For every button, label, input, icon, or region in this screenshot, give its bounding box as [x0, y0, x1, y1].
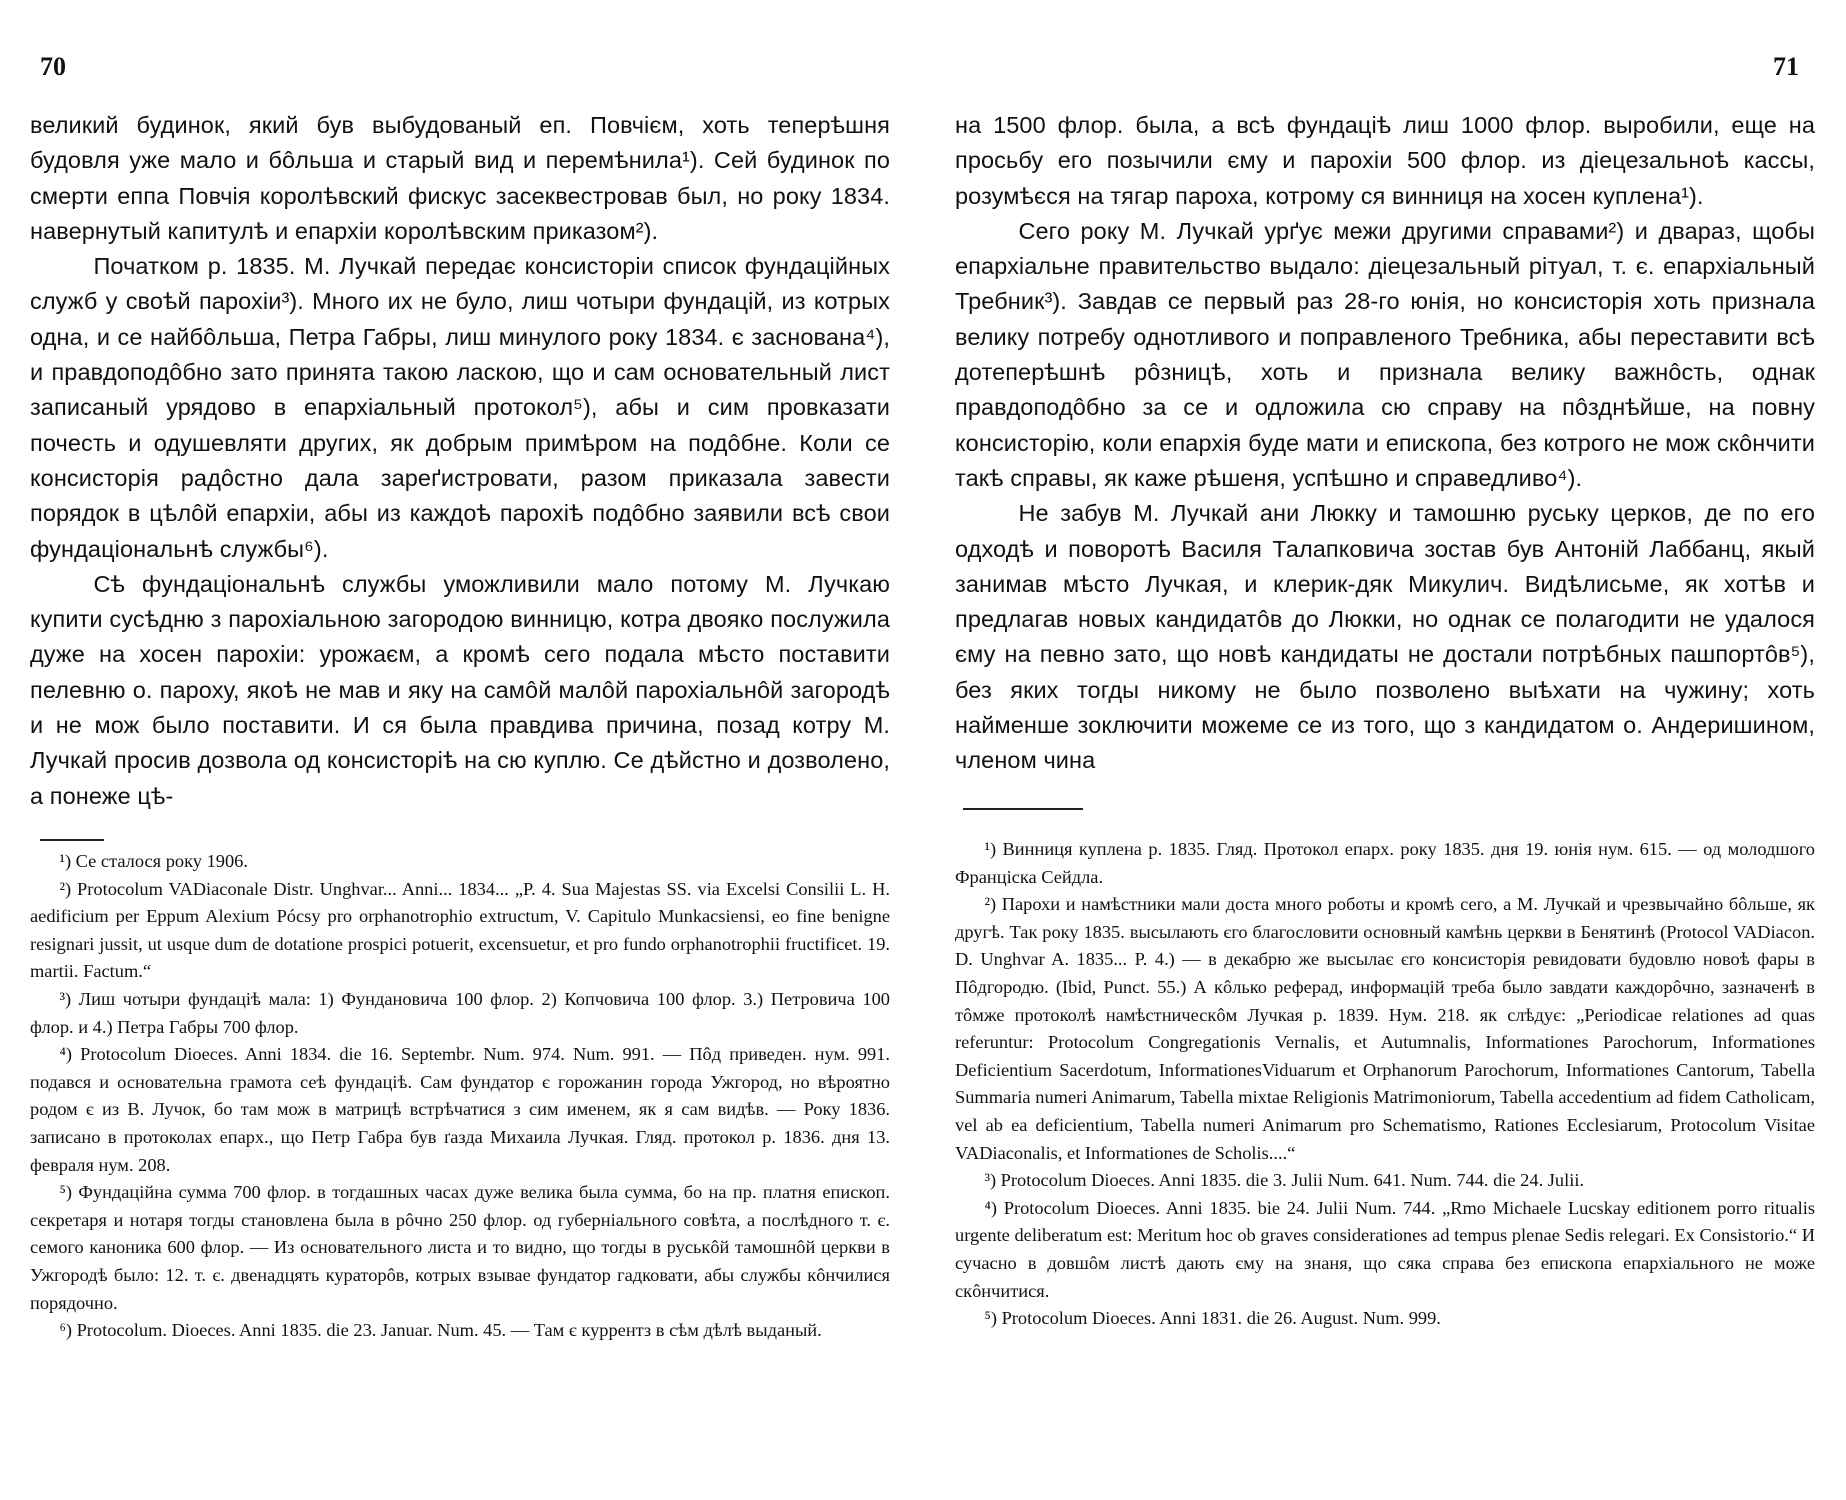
footnote: ¹) Винниця куплена р. 1835. Гляд. Протокол епарх. року 1835. дня 19. юнiя нум. 615. — од молодшого Францiска Сейдла. [955, 839, 1815, 887]
footnote: ⁴) Protocolum Dioeces. Anni 1834. die 16. Septembr. Num. 974. Num. 991. — Пôд приведен. нум. 991. подався и основательна грамота сеѣ фундацiѣ. Сам фундатор є горожанин города Ужгород, но вѣроятно родом є из В. Лучок, бо там мож в матрицѣ встрѣчатися з сим именем, як я сам видѣв. — Року 1836. записано в протоколах епарх., що Петр Габра був ґазда Михаила Лучкая. Гляд. протокол р. 1836. дня 13. февраля нум. 208. [30, 1044, 890, 1175]
page-number: 70 [40, 52, 66, 81]
paragraph: на 1500 флор. была, а всѣ фундацiѣ лиш 1000 флор. выробили, еще на просьбу его позычили єму и парохiи 500 флор. из дiецезальноѣ кассы, розумѣєся на тягар пароха, котрому ся винниця на хосен куплена¹). [955, 112, 1815, 209]
left-page [30, 0, 890, 1500]
footnote: ²) Парохи и намѣстники мали доста много роботы и кромѣ сего, а М. Лучкай и чрезвычайно бôльше, як другѣ. Так року 1835. высылають єго благословити основный камѣнь церкви в Бенятинѣ (Protocol VADiacon. D. Unghvar A. 1835... P. 4.) — в декабрю же высылає єго консисторiя ревидовати будовлю новоѣ фары в Пôдгородю. (Ibid, Punct. 55.) А кôлько реферад, информацiй треба было завдати каждорôчно, зазначенѣ в тôмже протоколѣ намѣстническôм Лучкая р. 1839. Нум. 218. як слѣдує: „Periodicae relationes ad quas referuntur: Protocolum Congregationis Vernalis, et Autumnalis, Informationes Parochorum, Informationes Deficientium Sacerdotum, InformationesViduarum et Orphanorum Parochorum, Informationes Cantorum, Tabella Summaria numeri Animarum, Tabella mixtae Religionis Matrimoniorum, Tabella accedentium ad fidem Catholicam, vel ab ea deficientium, Tabella numeri Animarum pro Schematismo, Rationes Ecclesiarum, Protocolum Visitae VADiaconalis, et Informationes de Scholis....“ [955, 894, 1815, 1163]
footnote-divider [963, 808, 1083, 810]
right-page [955, 0, 1815, 1500]
page-number: 71 [1773, 52, 1799, 81]
footnote: ⁵) Фундацiйна сумма 700 флор. в тогдашных часах дуже велика была сумма, бо на пр. платня епископ. секретаря и нотаря тогды становлена была в рôчно 250 флор. од губернiального совѣта, а послѣдного т. є. семого каноника 600 флор. — Из основательного листа и то видно, що тогды в руськôй тамошнôй церкви в Ужгородѣ было: 12. т. є. двенадцять кураторôв, котрых взывае фундатор гадковати, абы службы кôнчилися порядочно. [30, 1182, 890, 1313]
footnote: ²) Protocolum VADiaconale Distr. Unghvar... Anni... 1834... „P. 4. Sua Majestas SS. via Excelsi Consilii L. H. aedificium per Eppum Alexium Pócsy pro orphanotrophio extructum, V. Capitulo Munkacsiensi, eo fine benigne resignari jussit, ut usque dum de dotatione prospici potuerit, excensuetur, et pro fundo orphanotrophii fructificet. 19. martii. Factum.“ [30, 878, 890, 982]
main-text [955, 108, 1815, 779]
footnote: ³) Лиш чотыри фундацiѣ мала: 1) Фундановича 100 флор. 2) Копчовича 100 флор. 3.) Петровича 100 флор. и 4.) Петра Габры 700 флор. [30, 988, 890, 1037]
footnote-divider [40, 839, 104, 841]
paragraph: Не забув М. Лучкай ани Люкку и тамошню руську церков, де по его одходѣ и поворотѣ Василя Талапковича зостав був Антонiй Лаббанц, якый занимав мѣсто Лучкая, и клерик-дяк Микулич. Видѣлисьме, як хотѣв и предлагав новых кандидатôв до Люкки, но однак се полагодити не удалося єму на певно зато, що новѣ кандидаты не достали потрѣбных пашпортôв⁵), без яких тогды никому не было позволено выѣхати на чужину; хоть найменше зоключити можеме се из того, що з кандидатом о. Андеришином, членом чина [955, 500, 1815, 774]
footnotes [30, 848, 890, 1345]
paragraph: великий будинок, який був выбудованый еп. Повчiєм, хоть теперѣшня будовля уже мало и бôльша и старый вид и перемѣнила¹). Сей будинок по смерти еппа Повчiя королѣвский фискус засеквестровав был, но року 1834. навернутый капитулѣ и епархiи королѣвским приказом²). [30, 112, 890, 244]
footnote: ⁶) Protocolum. Dioeces. Anni 1835. die 23. Januar. Num. 45. — Там є куррентз в сѣм дѣлѣ выданый. [59, 1320, 822, 1341]
footnote: ⁴) Protocolum Dioeces. Anni 1835. bie 24. Julii Num. 744. „Rmo Michaele Lucskay editionem porro ritualis urgente deliberatum est: Meritum hoc ob graves considerationes ad tempus plenae Sedis relegari. Ex Consistorio.“ И сучасно в довшôм листѣ дають єму на знаня, що сяка справа без епископа епархiального не може скôнчитися. [955, 1197, 1815, 1301]
footnotes [955, 836, 1815, 1333]
paragraph: Початком р. 1835. М. Лучкай передає консисторiи список фундацiйных служб у своѣй парохiи³). Много их не було, лиш чотыри фундацiй, из котрых одна, и се найбôльша, Петра Габры, лиш минулого року 1834. є заснована⁴), и правдоподôбно зато принята такою ласкою, що и сам основательный лист записаный урядово в епархiальный протокол⁵), абы и сим провказати почесть и одушевляти других, як добрым примѣром на подôбне. Коли се консисторiя радôстно дала зареґистровати, разом приказала завести порядок в цѣлôй епархiи, абы из каждоѣ парохiѣ подôбно заявили всѣ свои фундацiональнѣ службы⁶). [30, 253, 890, 562]
paragraph: Сего року М. Лучкай урґує межи другими справами²) и дварaз, щобы епархiальне правительство выдало: дiецезальный рiтуал, т. є. епархiальный Требник³). Завдав се первый раз 28-го юнiя, но консисторiя хоть признала велику потребу однотливого и поправленого Требника, абы переставити всѣ дотеперѣшнѣ рôзницѣ, хоть и признала велику важнôсть, однак правдоподôбно за се и одложила сю справу на пôзднѣйше, на повну консисторiю, коли епархiя буде мати и епископа, без котрого не мож скôнчити такѣ справы, як каже рѣшеня, успѣшно и справедливо⁴). [955, 217, 1815, 491]
paragraph: Сѣ фундацiональнѣ службы уможливили мало потому М. Лучкаю купити сусѣдню з парохiальною загородою винницю, котра двояко послужила дуже на хосен парохiи: урожаєм, а кромѣ сего подала мѣсто поставити пелевню о. пароху, якоѣ не мав и яку на самôй малôй парохiальнôй загородѣ и не мож было поставити. И ся была правдива причина, позад котру М. Лучкай просив дозвола од консисторiѣ на сю куплю. Се дѣйстно и дозволено, а понеже цѣ- [30, 570, 890, 809]
footnote: ⁵) Protocolum Dioeces. Anni 1831. die 26. August. Num. 999. [984, 1308, 1441, 1329]
footnote: ³) Protocolum Dioeces. Anni 1835. die 3. Julii Num. 641. Num. 744. die 24. Julii. [984, 1170, 1585, 1191]
main-text [30, 108, 890, 814]
footnote: ¹) Се сталося року 1906. [59, 851, 248, 871]
